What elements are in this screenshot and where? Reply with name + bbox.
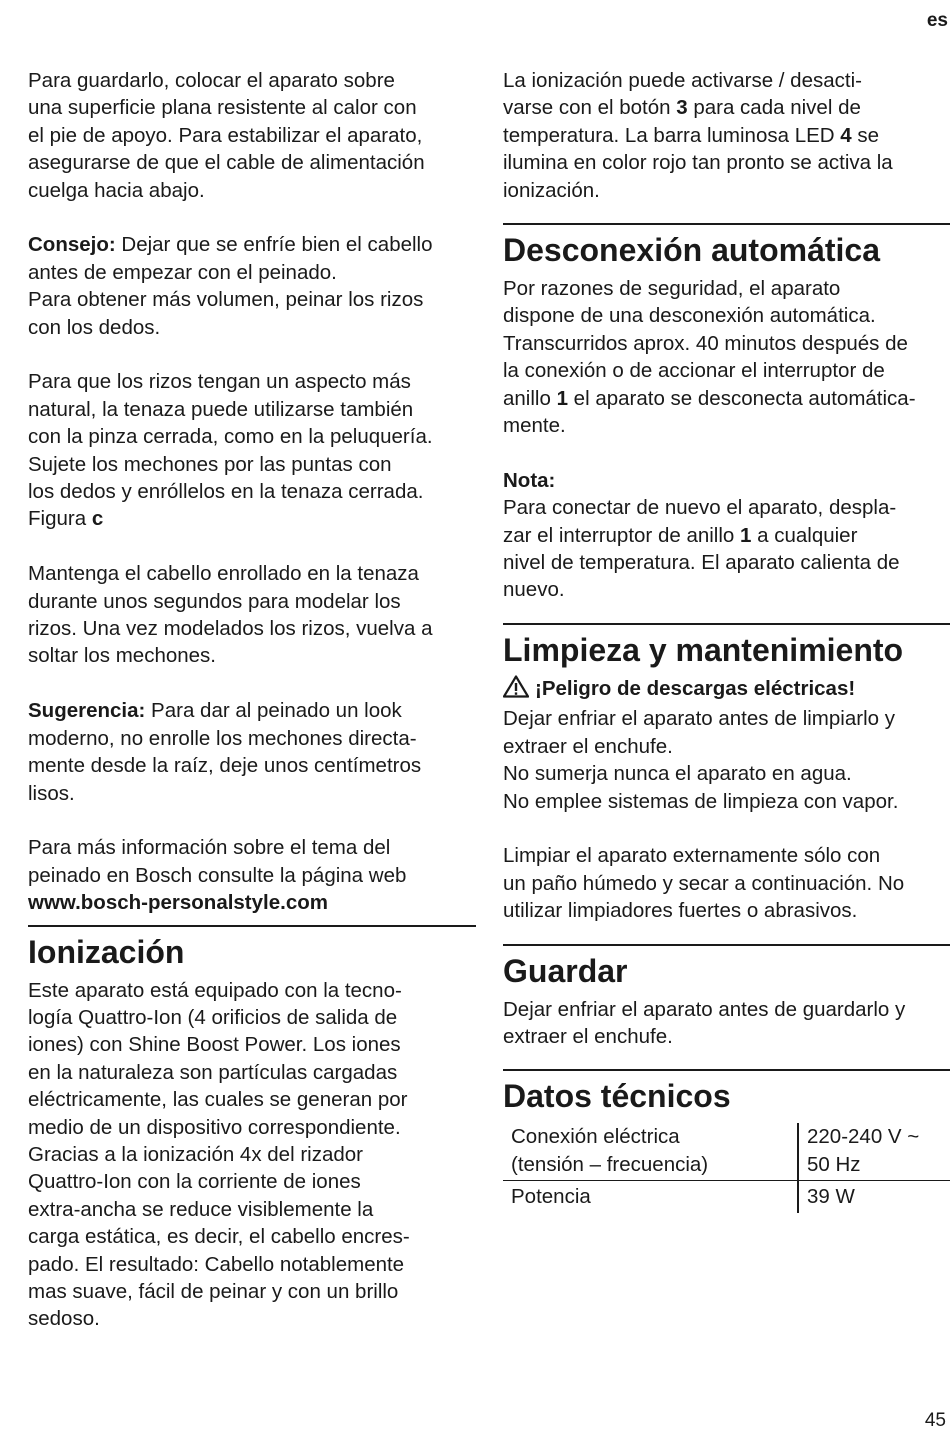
text-line: mas suave, fácil de peinar y con un brillo: [28, 1279, 399, 1303]
section-title-tech-data: Datos técnicos: [503, 1078, 731, 1115]
text-line: Sujete los mechones por las puntas con: [28, 452, 392, 476]
figure-reference: Figura c: [28, 507, 104, 531]
table-cell-label: Potencia: [503, 1181, 798, 1213]
section-divider: [503, 223, 950, 225]
text-line: utilizar limpiadores fuertes o abrasivos.: [503, 899, 858, 923]
text-line: la conexión o de accionar el interruptor de: [503, 359, 885, 383]
website-link[interactable]: www.bosch-personalstyle.com: [28, 891, 328, 915]
text-line: con la pinza cerrada, como en la peluquería.: [28, 425, 433, 449]
tip-text: Dejar que se enfríe bien el cabello: [115, 233, 433, 257]
text-line: [28, 231, 476, 258]
page-number: 45: [924, 1410, 946, 1431]
text-line: los dedos y enróllelos en la tenaza cerrada.: [28, 480, 424, 504]
text-line: carga estática, es decir, el cabello encres-: [28, 1225, 410, 1249]
table-cell-value: 39 W: [798, 1181, 950, 1213]
section-divider: [503, 623, 950, 625]
ionization-paragraph: [28, 977, 476, 1333]
tech-data-table: [503, 1123, 950, 1212]
table-row: [503, 1123, 950, 1180]
text-line: nuevo.: [503, 578, 565, 602]
warning-triangle-icon: [503, 675, 529, 705]
text-line: moderno, no enrolle los mechones directa-: [28, 726, 417, 750]
text-line: Por razones de seguridad, el aparato: [503, 277, 841, 301]
text-line: Dejar enfriar el aparato antes de limpiarlo y: [503, 707, 895, 731]
text-line: una superficie plana resistente al calor con: [28, 96, 417, 120]
text-line: anillo 1 el aparato se desconecta automática-: [503, 386, 916, 410]
tip-paragraph: [28, 231, 476, 341]
text-line: Limpiar el aparato externamente sólo con: [503, 844, 881, 868]
section-title-storage: Guardar: [503, 952, 628, 989]
text-line: Para guardarlo, colocar el aparato sobre: [28, 69, 395, 92]
text-line: ionización.: [503, 178, 600, 202]
note-paragraph: [503, 467, 950, 604]
table-cell-label: Conexión eléctrica (tensión – frecuencia): [511, 1125, 709, 1176]
text-line: pado. El resultado: Cabello notablemente: [28, 1252, 405, 1276]
text-line: logía Quattro-Ion (4 orificios de salida de: [28, 1005, 398, 1029]
text-line: en la naturaleza son partículas cargadas: [28, 1060, 398, 1084]
section-title-cleaning: Limpieza y mantenimiento: [503, 631, 904, 668]
section-divider: [503, 944, 950, 946]
auto-off-paragraph: [503, 275, 950, 439]
text-line: con los dedos.: [28, 315, 161, 339]
text-line: zar el interruptor de anillo 1 a cualquier: [503, 523, 858, 547]
section-title-auto-off: Desconexión automática: [503, 232, 880, 269]
text-line: extraer el enchufe.: [503, 734, 673, 758]
tip-label: Consejo:: [28, 233, 116, 257]
text-line: No emplee sistemas de limpieza con vapor.: [503, 789, 899, 813]
text-line: cuelga hacia abajo.: [28, 178, 205, 202]
text-line: Dejar enfriar el aparato antes de guardarlo y: [503, 997, 906, 1021]
text-line: No sumerja nunca el aparato en agua.: [503, 762, 852, 786]
text-line: mente.: [503, 414, 566, 438]
hold-paragraph: [28, 560, 476, 670]
suggestion-text: Para dar al peinado un look: [145, 699, 402, 723]
text-line: asegurarse de que el cable de alimentación: [28, 151, 425, 175]
text-line: Gracias a la ionización 4x del rizador: [28, 1142, 363, 1166]
text-line: sedoso.: [28, 1307, 100, 1331]
ionization-continued-paragraph: [503, 67, 950, 204]
text-line: antes de empezar con el peinado.: [28, 260, 337, 284]
text-line: nivel de temperatura. El aparato calienta de: [503, 551, 900, 575]
text-line: el pie de apoyo. Para estabilizar el aparato,: [28, 123, 423, 147]
text-line: Para conectar de nuevo el aparato, despla-: [503, 496, 897, 520]
text-line: soltar los mechones.: [28, 644, 217, 668]
cleaning-paragraph-2: [503, 842, 950, 924]
section-divider: [503, 1069, 950, 1071]
text-line: rizos. Una vez modelados los rizos, vuelva a: [28, 617, 433, 641]
text-line: dispone de una desconexión automática.: [503, 304, 876, 328]
text-line: [28, 697, 476, 724]
text-line: mente desde la raíz, deje unos centímetros: [28, 754, 422, 778]
storage-paragraph-right: [503, 996, 950, 1051]
note-label: Nota:: [503, 468, 556, 492]
text-line: Para que los rizos tengan un aspecto más: [28, 370, 411, 394]
suggestion-label: Sugerencia:: [28, 699, 146, 723]
text-line: extra-ancha se reduce visiblemente la: [28, 1197, 374, 1221]
text-line: Quattro-Ion con la corriente de iones: [28, 1170, 361, 1194]
text-line: Este aparato está equipado con la tecno-: [28, 978, 402, 1002]
table-cell-value: 220-240 V ~ 50 Hz: [798, 1123, 950, 1180]
text-line: iones) con Shine Boost Power. Los iones: [28, 1033, 401, 1057]
section-title-ionization: Ionización: [28, 933, 185, 970]
text-line: varse con el botón 3 para cada nivel de: [503, 96, 861, 120]
right-column: [503, 67, 950, 1213]
text-line: un paño húmedo y secar a continuación. No: [503, 871, 905, 895]
cleaning-paragraph-1: [503, 705, 950, 815]
text-line: Mantenga el cabello enrollado en la tenaza: [28, 562, 419, 586]
text-line: Para obtener más volumen, peinar los rizos: [28, 288, 424, 312]
electric-shock-warning: ¡Peligro de descargas eléctricas!: [503, 675, 950, 705]
natural-curls-paragraph: [28, 368, 476, 532]
text-line: durante unos segundos para modelar los: [28, 589, 401, 613]
text-line: lisos.: [28, 781, 75, 805]
text-line: temperatura. La barra luminosa LED 4 se: [503, 123, 880, 147]
table-row: [503, 1181, 950, 1213]
text-line: La ionización puede activarse / desacti-: [503, 69, 862, 92]
more-info-paragraph: [28, 834, 476, 916]
text-line: eléctricamente, las cuales se generan por: [28, 1088, 408, 1112]
text-line: Transcurridos aprox. 40 minutos después de: [503, 331, 908, 355]
section-divider: [28, 925, 476, 927]
text-line: Para más información sobre el tema del: [28, 836, 391, 860]
text-line: extraer el enchufe.: [503, 1024, 673, 1048]
suggestion-paragraph: [28, 697, 476, 807]
text-line: ilumina en color rojo tan pronto se activa la: [503, 151, 893, 175]
text-line: medio de un dispositivo correspondiente.: [28, 1115, 401, 1139]
storage-paragraph: [28, 67, 476, 204]
text-line: natural, la tenaza puede utilizarse también: [28, 397, 414, 421]
left-column: [28, 67, 476, 1333]
language-code: es: [926, 10, 948, 31]
text-line: peinado en Bosch consulte la página web: [28, 863, 407, 887]
